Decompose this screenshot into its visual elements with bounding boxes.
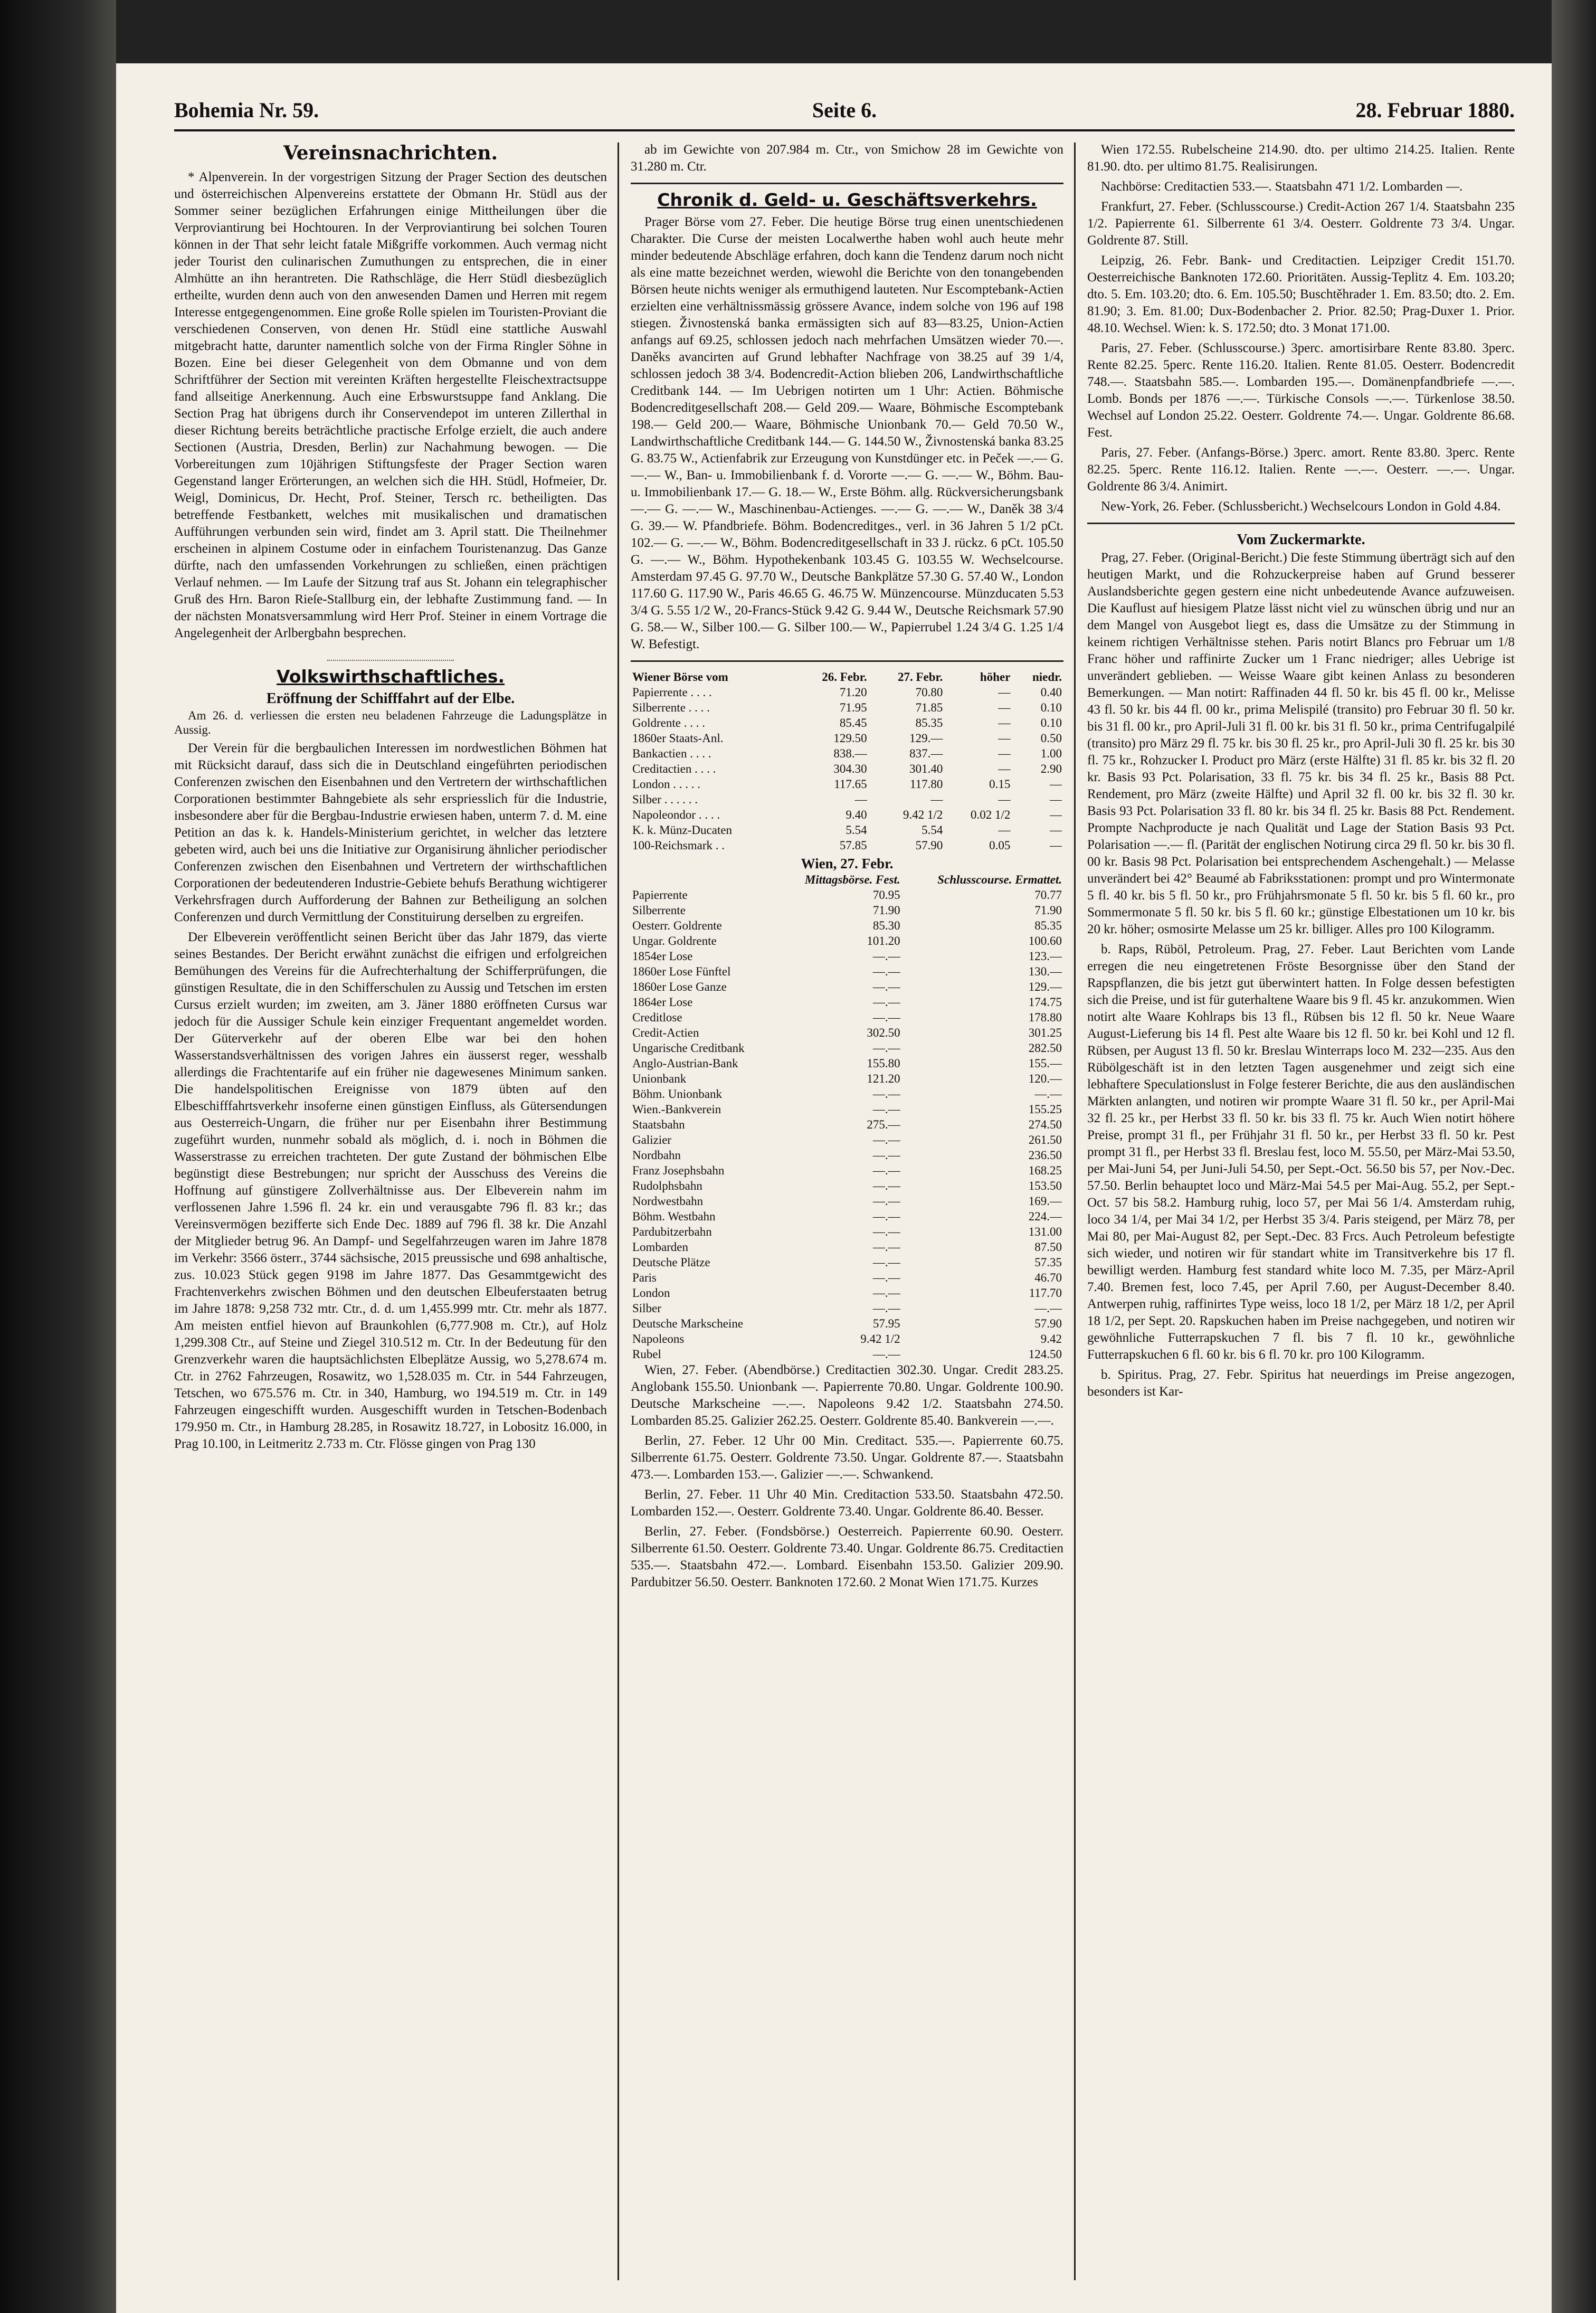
- quote-value: 85.45: [839, 716, 867, 729]
- quote-value: 85.30: [872, 919, 900, 932]
- table-row: [631, 1209, 1063, 1224]
- elbe-heading: Eröffnung der Schifffahrt auf der Elbe.: [266, 690, 515, 707]
- security-name: Lombarden: [632, 1240, 689, 1254]
- berlin-report-2: Berlin, 27. Feber. 11 Uhr 40 Min. Creditaction 533.50. Staatsbahn 472.50. Lombarden 152.—. Oesterr. Goldrente 73.40. Ungar. Goldrente 86.40. Besser.: [631, 1487, 1063, 1519]
- quote-value: —.—: [872, 950, 900, 963]
- table-row: [631, 918, 1063, 933]
- quote-value: —: [998, 747, 1011, 760]
- header-page-number: Seite 6.: [812, 98, 877, 122]
- table-row: [631, 949, 1063, 964]
- quote-value: 117.80: [909, 778, 943, 791]
- security-name: Bankactien . . . .: [632, 747, 711, 760]
- paris-report: Paris, 27. Feber. (Anfangs-Börse.) 3perc. amort. Rente 83.80. 3perc. Rente 82.25. 5perc. Rente 116.12. Italien. Rente —.—. Oesterr. —.—. Ungar. Goldrente 86 3/4. Animirt.: [1087, 445, 1515, 494]
- quote-value: 57.90: [1034, 1317, 1062, 1330]
- elbeverein-article: Der Elbeverein veröffentlicht seinen Bericht über das Jahr 1879, das vierte seines Bestandes. Der Bericht erwähnt zunächst die eifrigen und erfolgreichen Bemühungen des Vereins für die Aufrechterhaltung der Schifferprüfungen, die günstigen Resultate, die in den Schifferschulen zu Aussig und Tetschen im ersten Cursus erzielt wurden; im zweiten, am 3. Jäner 1880 eröffneten Cursus war jedoch für die Aussiger Schule kein einziger Frequentant angemeldet worden. Der Güterverkehr auf der oberen Elbe war bei den hohen Wasserstandsverhältnissen des vorigen Jahres ein äusserst reger, wesshalb allerdings die Frachtentarife auf ein früher nie dagewesenes Minimum sanken. Die handelspolitischen Ereignisse von 1879 übten auf den Elbeschifffahrtsverkehr insoferne einen günstigen Einfluss, als Gütersendungen aus Oesterreich-Ungarn, die früher nur per Eisenbahn ihrer Bestimmung zugeführt wurden, nunmehr sobald als möglich, d. i. noch in Böhmen die Wasserstrasse zu erreichen trachteten. Der gute Zustand der böhmischen Elbe begünstigt diese Bestrebungen; nur spricht der Ausschuss des Vereins die Hoffnung auf günstigere Zollverhältnisse aus. Der Elbeverein nahm im verflossenen Jahre 1.596 fl. 24 kr. ein und verausgabte 796 fl. 83 kr.; das Vereinsvermögen bezifferte sich Ende Dec. 1889 auf 796 fl. 38 kr. Die Anzahl der Mitglieder betrug 96. An Dampf- und Segelfahrzeugen waren im Jahre 1878 im Verkehr: 3566 österr., 3744 sächsische, 2015 preussische und 698 anhaltische, zus. 10.023 Stück gegen 9198 im Jahre 1877. Das Gesammtgewicht des Frachtenverkehrs zwischen Böhmen und den deutschen Elbeuferstaaten betrug im Jahre 1878: 9,258 732 mtr. Ctr., d. d. um 1,455.999 mtr. Ctr. mehr als 1877. Am meisten entfiel hievon auf Braunkohlen (6,777.908 m. Ctr.), auf Holz 1,299.308 Ctr., auf Steine und Ziegel 310.512 m. Ctr. In der Bedeutung für den Grenzverkehr waren die hauptsächlichsten Elbeplätze Aussig, wo 5,278.674 m. Ctr. in 2762 Fahrzeugen, Rosawitz, wo 1,528.035 m. Ctr. in 544 Fahrzeugen, Tetschen, wo 675.576 m. Ctr. in 340, Hamburg, wo 194.519 m. Ctr. in 149 Fahrzeugen eingeschifft wurden. Ausgeschifft wurden in Tetschen-Bodenbach 179.950 m. Ctr., in Hamburg 28.285, in Rosawitz 18.727, in Lobositz 16.000, in Prag 10.100, in Leitmeritz 2.733 m. Ctr. Flösse gingen von Prag 130: [174, 930, 607, 1451]
- quote-value: —.—: [872, 1256, 900, 1269]
- quote-value: —.—: [872, 1210, 900, 1223]
- quote-value: 837.—: [909, 747, 943, 760]
- quote-value: —: [998, 823, 1011, 837]
- quote-value: 70.80: [915, 686, 943, 699]
- market-report: Nachbörse: Creditactien 533.—. Staatsbahn 471 1/2. Lombarden —.: [1101, 179, 1463, 194]
- security-name: Staatsbahn: [632, 1118, 685, 1131]
- quote-value: —: [998, 762, 1011, 775]
- security-name: 100-Reichsmark . .: [632, 839, 725, 852]
- quote-value: 120.—: [1028, 1072, 1062, 1085]
- security-name: 1854er Lose: [632, 950, 693, 963]
- quote-value: —.—: [872, 1087, 900, 1101]
- security-name: Ungarische Creditbank: [632, 1041, 745, 1055]
- column-header: niedr.: [1032, 670, 1062, 684]
- table-row: [631, 1224, 1063, 1239]
- table-row: [631, 1163, 1063, 1178]
- newyork-report: New-York, 26. Feber. (Schlussbericht.) Wechselcours London in Gold 4.84.: [1101, 499, 1501, 514]
- column-divider: [618, 143, 619, 2280]
- table-header-row: [631, 669, 1063, 685]
- column-3: [1087, 141, 1515, 2284]
- quote-value: 57.35: [1034, 1256, 1062, 1269]
- security-name: Credit-Actien: [632, 1026, 699, 1039]
- quote-value: 71.90: [1034, 904, 1062, 917]
- wien-heading: Wien, 27. Febr.: [801, 856, 894, 871]
- quote-value: 57.85: [839, 839, 867, 852]
- security-name: Napoleons: [632, 1332, 685, 1345]
- table-row: [631, 964, 1063, 979]
- table-row: [631, 1255, 1063, 1270]
- quote-value: 71.95: [839, 701, 867, 714]
- quote-value: —.—: [1034, 1302, 1062, 1315]
- table-row: [631, 979, 1063, 994]
- table-row: [631, 761, 1063, 776]
- quote-value: 168.25: [1028, 1164, 1062, 1177]
- quote-value: —: [1050, 808, 1062, 821]
- quote-value: 71.90: [872, 904, 900, 917]
- quote-value: —.—: [872, 1133, 900, 1146]
- table-row: [631, 1117, 1063, 1132]
- quote-value: 0.02 1/2: [971, 808, 1011, 821]
- quote-value: —.—: [1034, 1087, 1062, 1101]
- quote-value: 129.—: [1028, 980, 1062, 993]
- quote-value: —: [998, 701, 1011, 714]
- security-name: 1860er Lose Fünftel: [632, 965, 731, 978]
- quote-value: —: [998, 686, 1011, 699]
- security-name: Paris: [632, 1271, 657, 1284]
- quote-value: —: [1050, 823, 1062, 837]
- quote-value: 129.50: [833, 732, 867, 745]
- newspaper-page: [116, 63, 1552, 2313]
- table-row: [631, 1316, 1063, 1331]
- quote-value: 101.20: [867, 934, 900, 947]
- table-row: [631, 1270, 1063, 1285]
- column-header: 26. Febr.: [822, 670, 867, 684]
- divider: [1087, 523, 1515, 524]
- table-row: [631, 822, 1063, 838]
- chronik-heading: Chronik d. Geld- u. Geschäftsverkehrs.: [657, 189, 1037, 210]
- table-header-row: [631, 872, 1063, 887]
- frankfurt-report: Frankfurt, 27. Feber. (Schlusscourse.) Credit-Action 267 1/4. Staatsbahn 235 1/2. Papierrente 61. Silberrente 61 3/4. Oesterr. Goldrente 73 3/4. Ungar. Goldrente 87. Still.: [1087, 200, 1515, 248]
- security-name: Creditlose: [632, 1011, 682, 1024]
- quote-value: 85.35: [915, 716, 943, 729]
- security-name: Rubel: [632, 1348, 661, 1361]
- column-header: Schlusscourse. Ermattet.: [937, 873, 1062, 886]
- table-row: [631, 1331, 1063, 1347]
- security-name: 1860er Staats-Anl.: [632, 732, 724, 745]
- quote-value: 117.65: [834, 778, 867, 791]
- quote-value: —.—: [872, 965, 900, 978]
- quote-value: 261.50: [1028, 1133, 1062, 1146]
- security-name: Pardubitzerbahn: [632, 1225, 712, 1238]
- table-row: [631, 838, 1063, 853]
- quote-value: —.—: [872, 1041, 900, 1055]
- quote-value: 2.90: [1040, 762, 1062, 775]
- quote-value: —.—: [872, 1286, 900, 1300]
- quote-value: 178.80: [1028, 1011, 1062, 1024]
- quote-value: 0.05: [989, 839, 1011, 852]
- raps-article: b. Raps, Rüböl, Petroleum. Prag, 27. Feber. Laut Berichten vom Lande erregen die neu eingetretenen Fröste Besorgnisse über den Stand der Rapspflanzen, die bis jetzt gut überwintert hatten. In Folge dessen befestigten sich die Preise, und ist für guterhaltene Waare bis 9 fl. 45 kr. anzukommen. Wien notirt alte Waare Kohlraps bis 13 fl., Rübsen bis 12 fl. 50 kr. Neue Waare August-Lieferung bis 14 fl. Pest alte Waare bis 12 fl. 50 kr. bei Kohl und 12 fl. Rübsen, per August 13 fl. 50 kr. Breslau Winterraps loco M. 232—235. Aus den Rübölgeschäft ist in den letzten Tagen ausgenehmer und zeigt sich eine lebhaftere Speculationslust in Folge festerer Berichte, die aus den ausländischen Märkten anlangten, und notiren wir prompte Waare 31 fl. 50 kr., per April-Mai 32 fl. 25 kr., per Herbst 33 fl. 50 kr. bis 33 fl. 75 kr. Auch Wien notirt höhere Preise, prompt 31 fl., per Frühjahr 31 fl. 50 kr., per Herbst 33 fl. 50 kr. Pest prompt 31 fl., per Herbst 33 fl. Breslau fest, loco M. 55.50, per März-Mai 53.50, per Mai-Juni 54, per Juni-Juli 54.50, per Sept.-Oct. 56.50 bis 57, per Nov.-Dec. 57.50. Berlin behauptet loco und März-Mai 54.5 per Mai-Aug. 55.2, per Sept.-Oct. 57 bis 58.2. Hamburg ruhig, loco 57, per Mai 56 1/4. Amsterdam ruhig, loco 34 1/4, per Mai 34 1/2, per Herbst 35 3/4. Paris steigend, per März 78, per Mai 80, per Mai-August 82, per Sept.-Dec. 83 Frcs. Auch Petroleum befestigte sich wieder, und notiren wir für standart white im Transitverkehre bis 17 fl. bewilligt werden. Hamburg fest standard white loco M. 7.35, per März-April 7.40. Bremen fest, loco 7.45, per April 7.60, per August-December 8.40. Antwerpen ruhig, raffinirtes Type weiss, loco 18 1/2, per März 18 1/2, per April 18 1/2, per Sept. 20. Rapskuchen haben im Preise nachgegeben, und notiren wir gewöhnliche Futterrapskuchen 7 fl. bis 7 fl. 10 kr., gewöhnliche Futterrapskuchen 6 fl. 60 kr. bis 6 fl. 70 kr. pro 100 Kilogramm.: [1087, 942, 1515, 1362]
- verein-article: Der Verein für die bergbaulichen Interessen im nordwestlichen Böhmen hat mit Rücksicht darauf, dass sich die in Deutschland eingeführten periodischen Conferenzen zwischen den Eisenbahnen und den Vertretern der wirthschaftlichen Corporationen bestimmter Bahngebiete als sehr erspriesslich für die Industrie, insbesondere aber für die Bergbau-Industrie erwiesen haben, unterm 7. d. M. eine Petition an das k. k. Handels-Ministerium gerichtet, in welcher das letztere gebeten wird, auch bei uns die Initiative zur Organisirung ähnlicher periodischer Conferenzen zwischen den Eisenbahnen und Vertretern der wirthschaftlichen Corporationen der bedeutenderen Industrie-Gebiete behufs Berathung wichtigerer Verkehrsfragen durch Aufforderung der Bahnen zur Betheiligung an solchen Conferenzen und durch Vermittlung der Constituirung derselben zu ergreifen.: [174, 741, 607, 924]
- security-name: Anglo-Austrian-Bank: [632, 1057, 738, 1070]
- security-name: Oesterr. Goldrente: [632, 919, 722, 932]
- security-name: Rudolphsbahn: [632, 1179, 702, 1192]
- column-header: [631, 872, 777, 887]
- table-row: [631, 1178, 1063, 1193]
- table-row: [631, 1347, 1063, 1362]
- table-row: [631, 1025, 1063, 1040]
- divider: [631, 183, 1063, 184]
- table-row: [631, 1010, 1063, 1025]
- quote-value: 46.70: [1034, 1271, 1062, 1284]
- table-row: [631, 792, 1063, 807]
- column-1: [174, 141, 607, 2284]
- security-name: Goldrente . . . .: [632, 716, 705, 729]
- quote-value: —: [998, 732, 1011, 745]
- wiener-boerse-table: [631, 669, 1063, 853]
- security-name: 1864er Lose: [632, 996, 693, 1009]
- security-name: Silber: [632, 1302, 661, 1315]
- quote-value: 9.40: [846, 808, 867, 821]
- quote-value: 57.90: [915, 839, 943, 852]
- quote-value: 117.70: [1029, 1286, 1062, 1300]
- security-name: Galizier: [632, 1133, 672, 1146]
- security-name: Wien.-Bankverein: [632, 1103, 721, 1116]
- column-header: 27. Febr.: [897, 670, 943, 684]
- quote-value: —.—: [872, 1164, 900, 1177]
- security-name: Böhm. Unionbank: [632, 1087, 722, 1101]
- paris-report: Paris, 27. Feber. (Schlusscourse.) 3perc. amortisirbare Rente 83.80. 3perc. Rente 82.25. 5perc. Rente 116.20. Italien. Rente 81.05. Oesterr. Bodencredit 748.—. Staatsbahn 585.—. Lombarden 195.—. Domänenpfandbriefe —.—. Lomb. Bonds per 1876 —.—. Türkische Consols —.—. Türkenlose 38.50. Wechsel auf London 25.22. Oesterr. Goldrente 74.—. Ungar. Goldrente 86.68. Fest.: [1087, 341, 1515, 440]
- quote-value: —: [930, 793, 943, 806]
- quote-value: 5.54: [922, 823, 943, 837]
- security-name: Silberrente: [632, 904, 686, 917]
- zucker-heading: Vom Zuckermarkte.: [1237, 532, 1365, 548]
- table-row: [631, 1148, 1063, 1163]
- quote-value: —: [1050, 778, 1062, 791]
- quote-value: 153.50: [1028, 1179, 1062, 1192]
- security-name: Franz Josephsbahn: [632, 1164, 725, 1177]
- security-name: Papierrente: [632, 888, 688, 902]
- quote-value: 0.10: [1040, 701, 1062, 714]
- quote-value: 121.20: [867, 1072, 900, 1085]
- leipzig-report: Leipzig, 26. Febr. Bank- und Creditactien. Leipziger Credit 151.70. Oesterreichische Banknoten 172.60. Prioritäten. Aussig-Teplitz 4. Em. 103.20; dto. 5. Em. 103.20; dto. 6. Em. 105.50; Buschtěhrader 1. Em. 83.50; dto. 2. Em. 81.90; 3. Em. 81.00; Dux-Bodenbacher 2. Prior. 82.50; Prag-Duxer 1. Prior. 48.10. Wechsel. Wien: k. S. 172.50; dto. 3 Monat 171.00.: [1087, 253, 1515, 335]
- security-name: Böhm. Westbahn: [632, 1210, 716, 1223]
- quote-value: 129.—: [909, 732, 943, 745]
- quote-value: —.—: [872, 1179, 900, 1192]
- table-row: [631, 1056, 1063, 1071]
- table-row: [631, 1071, 1063, 1086]
- volks-heading: Volkswirthschaftliches.: [277, 666, 505, 687]
- spiritus-article: b. Spiritus. Prag, 27. Febr. Spiritus hat neuerdings im Preise angezogen, besonders ist Kar-: [1087, 1368, 1515, 1399]
- quote-value: 302.50: [867, 1026, 900, 1039]
- elbe-lead: Am 26. d. verliessen die ersten neu beladenen Fahrzeuge die Ladungsplätze in Aussig.: [174, 709, 607, 736]
- table-row: [631, 1132, 1063, 1148]
- quote-value: 155.—: [1028, 1057, 1062, 1070]
- quote-value: 9.42 1/2: [860, 1332, 900, 1345]
- quote-value: —.—: [872, 1195, 900, 1208]
- section-ornament: [327, 649, 454, 661]
- quote-value: —.—: [872, 1011, 900, 1024]
- quote-value: —: [1050, 839, 1062, 852]
- quote-value: —: [998, 716, 1011, 729]
- table-row: [631, 1086, 1063, 1102]
- security-name: Unionbank: [632, 1072, 687, 1085]
- book-spine: [0, 0, 116, 2313]
- security-name: Deutsche Markscheine: [632, 1317, 744, 1330]
- security-name: Ungar. Goldrente: [632, 934, 717, 947]
- security-name: 1860er Lose Ganze: [632, 980, 727, 993]
- quote-value: 155.25: [1028, 1103, 1062, 1116]
- quote-value: —.—: [872, 980, 900, 993]
- table-row: [631, 1040, 1063, 1056]
- vereins-heading: Vereinsnachrichten.: [283, 142, 498, 164]
- scan-top-edge: [116, 0, 1596, 63]
- security-name: Napoleondor . . . .: [632, 808, 720, 821]
- column-header: Wiener Börse vom: [632, 670, 728, 684]
- quote-value: 87.50: [1034, 1240, 1062, 1254]
- quote-value: 282.50: [1028, 1041, 1062, 1055]
- security-name: Nordwestbahn: [632, 1195, 704, 1208]
- quote-value: 100.60: [1028, 934, 1062, 947]
- table-row: [631, 715, 1063, 731]
- quote-value: 174.75: [1028, 996, 1062, 1009]
- table-row: [631, 807, 1063, 822]
- berlin-report-3: Berlin, 27. Feber. (Fondsbörse.) Oesterreich. Papierrente 60.90. Oesterr. Silberrente 61.50. Oesterr. Goldrente 73.40. Ungar. Goldrente 86.75. Creditactien 535.—. Staatsbahn 472.—. Lombard. Eisenbahn 153.50. Galizier 209.90. Pardubitzer 56.50. Oesterr. Banknoten 172.60. 2 Monat Wien 171.75. Kurzes: [631, 1524, 1063, 1589]
- quote-value: —.—: [872, 1302, 900, 1315]
- table-row: [631, 731, 1063, 746]
- table-row: [631, 933, 1063, 949]
- table-row: [631, 994, 1063, 1010]
- table-row: [631, 1102, 1063, 1117]
- security-name: Nordbahn: [632, 1149, 681, 1162]
- security-name: London . . . . .: [632, 778, 701, 791]
- quote-value: 70.95: [872, 888, 900, 902]
- quote-value: 57.95: [872, 1317, 900, 1330]
- table-row: [631, 903, 1063, 918]
- scan-right-edge: [1552, 0, 1596, 2313]
- security-name: London: [632, 1286, 670, 1300]
- quote-value: —.—: [872, 996, 900, 1009]
- quote-value: 301.40: [909, 762, 943, 775]
- quote-value: 70.77: [1034, 888, 1062, 902]
- quote-value: —.—: [872, 1149, 900, 1162]
- header-issue: Bohemia Nr. 59.: [174, 98, 319, 122]
- quote-value: 0.40: [1040, 686, 1062, 699]
- quote-value: 301.25: [1028, 1026, 1062, 1039]
- quote-value: —.—: [872, 1225, 900, 1238]
- security-name: Creditactien . . . .: [632, 762, 716, 775]
- security-name: Silber . . . . . .: [632, 793, 698, 806]
- quote-value: 1.00: [1040, 747, 1062, 760]
- quote-value: 169.—: [1028, 1195, 1062, 1208]
- quote-value: 155.80: [867, 1057, 900, 1070]
- security-name: K. k. Münz-Ducaten: [632, 823, 733, 837]
- zucker-article: Prag, 27. Feber. (Original-Bericht.) Die feste Stimmung überträgt sich auf den heutigen Markt, und die Rohzuckerpreise haben auf Grund besserer Auslandsberichte gegen gestern eine nicht unbedeutende Avance aufzuweisen. Die Kauflust auf hiesigem Platze lässt nicht viel zu wünschen übrig und nur an dem Mangel von Ausgebot liegt es, dass die Umsätze zu der Stimmung in keinem richtigen Verhältnisse stehen. Paris notirt Blancs pro Februar um 1/8 Franc höher und raffinirte Zucker um 1 Franc niedriger; alles Uebrige ist unverändert geblieben. — Weisse Waare gibt keinen Anlass zu besonderen Bemerkungen. — Man notirt: Raffinaden 44 fl. 50 kr. bis 45 fl. 00 kr., Melisse 43 fl. 50 kr. bis 44 fl. 00 kr., prima Melispilé (transito) pro Februar 30 fl. 50 kr. bis 31 fl. 00 kr., pro April-Juli 31 fl. 00 kr. bis 31 fl. 50 kr., prima Centrifugalpilé (transito) pro März 29 fl. 75 kr. bis 30 fl. 25 kr., pro April-Juli 30 fl. 25 kr. bis 30 fl. 75 kr., Rohzucker I. Product pro März (erste Hälfte) 31 fl. 85 kr. bis 32 fl. 20 kr. Basis 93 Pct. Polarisation, 33 fl. 75 kr. bis 34 fl. 25 kr., Basis 88 Pct. Rendement, pro März (zweite Hälfte) und April 32 fl. 00 kr. bis 32 fl. 30 kr. Basis 93 Pct. Polarisation 33 fl. 80 kr. bis 34 fl. 25 kr. Basis 88 Pct. Rendement. Prompte Nachproducte je nach Qualität und Lage der Station Basis 93 Pct. Polarisation —.— fl. (Parität der englischen Notirung circa 29 fl. 50 kr. bis 30 fl. 00 kr. Basis 98 Pct. Polarisation bei entsprechendem Aschengehalt.) — Melasse unverändert bei 42° Beaumé ab Fabriksstationen: prompt und pro Wintermonate 5 fl. 40 kr. bis 5 fl. 50 kr., pro Frühjahrsmonate 5 fl. 50 kr. bis 5 fl. 60 kr., pro Sommermonate 5 fl. 50 kr. bis 5 fl. 60 kr.; günstige Elbestationen um 10 kr. bis 20 kr. höher; osmosirte Melasse um 25 kr. billiger. Alles pro 100 Kilogramm.: [1087, 551, 1515, 936]
- quote-value: 0.50: [1040, 732, 1062, 745]
- quote-value: —.—: [872, 1271, 900, 1284]
- table-row: [631, 746, 1063, 761]
- table-row: [631, 700, 1063, 715]
- table-row: [631, 1239, 1063, 1255]
- quote-value: —.—: [872, 1348, 900, 1361]
- quote-value: 123.—: [1028, 950, 1062, 963]
- market-report: Wien 172.55. Rubelscheine 214.90. dto. per ultimo 214.25. Italien. Rente 81.90. dto. per ultimo 81.75. Realisirungen.: [1087, 143, 1515, 174]
- page-header: [174, 98, 1515, 131]
- quote-value: —.—: [872, 1240, 900, 1254]
- quote-value: 274.50: [1028, 1118, 1062, 1131]
- column-divider: [1074, 143, 1076, 2280]
- quote-value: 0.10: [1040, 716, 1062, 729]
- table-row: [631, 1193, 1063, 1209]
- quote-value: 0.15: [989, 778, 1011, 791]
- quote-value: 224.—: [1028, 1210, 1062, 1223]
- table-row: [631, 1285, 1063, 1301]
- divider: [631, 660, 1063, 662]
- quote-value: 9.42: [1040, 1332, 1062, 1345]
- security-name: Papierrente . . . .: [632, 686, 712, 699]
- table-row: [631, 685, 1063, 700]
- wien-abendboerse: Wien, 27. Feber. (Abendbörse.) Creditactien 302.30. Ungar. Credit 283.25. Anglobank 155.50. Unionbank —. Papierrente 70.80. Ungar. Goldrente 100.90. Deutsche Markscheine —.—. Napoleons 9.42 1/2. Staatsbahn 274.50. Lombarden 85.25. Galizier 262.25. Oesterr. Goldrente 85.40. Bankverein —.—.: [631, 1363, 1063, 1428]
- column-header: höher: [980, 670, 1011, 684]
- quote-value: 9.42 1/2: [903, 808, 943, 821]
- quote-value: —: [998, 793, 1011, 806]
- quote-value: 124.50: [1028, 1348, 1062, 1361]
- table-row: [631, 887, 1063, 903]
- table-row: [631, 776, 1063, 792]
- quote-value: 236.50: [1028, 1149, 1062, 1162]
- quote-value: 85.35: [1034, 919, 1062, 932]
- prager-boerse-article: Prager Börse vom 27. Feber. Die heutige Börse trug einen unentschiedenen Charakter. Die Curse der meisten Localwerthe haben wohl auch heute mehr minder bedeutende Abschläge erfahren, doch kann die Tendenz darum noch nicht als eine matte bezeichnet werden, wiewohl die Berichte von den tonangebenden Börsen heute nichts weniger als ermuthigend lauteten. Nur Escomptebank-Actien erzielten eine verhältnissmässig grössere Avance, indem solche von 196 auf 198 stiegen. Živnostenská banka ermässigten sich auf 83—83.25, Union-Actien anfangs auf 69.25, schlossen jedoch nach mehrfachen Umsätzen wieder 70.—. Daněks avancirten auf Grund lebhafter Nachfrage von 38.25 auf 39 1/4, schlossen jedoch 38 3/4. Bodencredit-Action blieben 206, Landwirthschaftliche Creditbank 144. — Im Uebrigen notirten um 1 Uhr: Actien. Böhmische Bodencreditgesellschaft 208.— Geld 209.— Waare, Böhmische Escomptebank 198.— Geld 200.— Waare, Böhmische Unionbank 70.— Geld 70.50 W., Landwirthschaftliche Creditbank 144.— G. 144.50 W., Živnostenská banka 83.25 G. 83.75 W., Actienfabrik zur Erzeugung von Kunstdünger etc. in Peček —.— G. —.— W., Ban- u. Immobilienbank f. d. Vororte —.— G. —.— W., Böhm. Bau- u. Immobilienbank 17.— G. 18.— W., Erste Böhm. allg. Rückversicherungsbank —.— G. —.— W., Maschinenbau-Actienges. —.— G. —.— W., Daněk 38 3/4 G. 39.— W. Pfandbriefe. Böhm. Bodencreditges., verl. in 36 Jahren 5 1/2 pCt. 102.— G. —.— W., Böhm. Bodencreditgesellschaft in 33 J. rückz. 6 pCt. 105.50 G. —.— W., Böhm. Hypothekenbank 103.45 G. 103.55 W. Wechselcourse. Amsterdam 97.45 G. 97.70 W., Deutsche Bankplätze 57.30 G. 57.40 W., London 117.60 G. 117.90 W., Paris 46.65 G. 46.75 W. Münzencourse. Münzducaten 5.53 3/4 G. 5.55 1/2 W., 20-Francs-Stück 9.42 G. 9.44 W., Deutsche Reichsmark 57.90 G. 58.— W., Silber 100.— G. Silber 100.— W., Papierrubel 1.24 3/4 G. 1.25 1/4 W. Befestigt.: [631, 215, 1063, 651]
- carryover-text: ab im Gewichte von 207.984 m. Ctr., von Smichow 28 im Gewichte von 31.280 m. Ctr.: [631, 143, 1063, 174]
- quote-value: 838.—: [833, 747, 867, 760]
- column-header: Mittagsbörse. Fest.: [804, 873, 900, 886]
- table-row: [631, 1301, 1063, 1316]
- quote-value: 131.00: [1028, 1225, 1062, 1238]
- quote-value: 275.—: [867, 1118, 900, 1131]
- vereins-article: * Alpenverein. In der vorgestrigen Sitzung der Prager Section des deutschen und österreichischen Alpenvereins erstattete der Obmann Hr. Stüdl aus der Sommer seiner bezüglichen Erfahrungen einige Mittheilungen über die Verproviantirung bei Hochtouren. In der Verproviantirung bei solchen Touren können in der That sehr leicht fatale Mißgriffe vorkommen. Auch vermag nicht jeder Tourist den culinarischen Zumuthungen zu entsprechen, die in einer Almhütte an ihn herantreten. Die Rathschläge, die Herr Stüdl diesbezüglich ertheilte, wurden denn auch von den anwesenden Damen und Herren mit regem Interesse entgegengenommen. Eine große Rolle spielen im Touristen-Proviant die verschiedenen Conserven, von denen Hr. Stüdl eine stattliche Auswahl mitgebracht hatte, darunter namentlich solche von der Firma Ringler Söhne in Bozen. Eine bei dieser Gelegenheit von dem Obmanne und von dem Schriftführer der Section mit vereinten Kräften hergestellte Fleischextractsuppe fand allseitige Anerkennung. Auch eine Erbswurstsuppe fand Anklang. Die Section Prag hat übrigens durch ihr Conservendepot im unteren Zillerthal in dieser Richtung bereits beträchtliche practische Erfolge erzielt, die auch andere Sectionen (Austria, Dresden, Berlin) zur Nachahmung bewogen. — Die Vorbereitungen zum 10jährigen Stiftungsfeste der Prager Section waren Gegenstand langer Erörterungen, an welchen sich die HH. Stüdl, Hofmeier, Dr. Weigl, Dominicus, Dr. Hecht, Prof. Steiner, Tersch rc. betheiligten. Das betreffende Festbankett, welches mit musikalischen und dramatischen Aufführungen verbunden sein wird, findet am 3. April statt. Die Theilnehmer erscheinen in alpinem Costume oder in einfachem Touristenanzug. Das Ganze dürfte, nach den umfassenden Vorkehrungen zu schließen, einen prächtigen Verlauf nehmen. — Im Laufe der Sitzung traf aus St. Johann ein telegraphischer Gruß des Hrn. Baron Rieſe-Stallburg ein, der lebhafte Zustimmung fand. — In der nächsten Monatsversammlung wird Herr Prof. Steiner in einem Vortrage die Angelegenheit der Arlbergbahn besprechen.: [174, 170, 607, 640]
- security-name: Deutsche Plätze: [632, 1256, 710, 1269]
- quote-value: 71.85: [915, 701, 943, 714]
- column-2: [631, 141, 1063, 2284]
- security-name: Silberrente . . . .: [632, 701, 710, 714]
- quote-value: 5.54: [846, 823, 867, 837]
- header-date: 28. Februar 1880.: [1355, 98, 1515, 122]
- quote-value: —: [854, 793, 867, 806]
- quote-value: 130.—: [1028, 965, 1062, 978]
- quote-value: —: [1050, 793, 1062, 806]
- berlin-report-1: Berlin, 27. Feber. 12 Uhr 00 Min. Creditact. 535.—. Papierrente 60.75. Silberrente 61.75. Oesterr. Goldrente 73.50. Ungar. Goldrente 87.—. Staatsbahn 473.—. Lombarden 153.—. Galizier —.—. Schwankend.: [631, 1434, 1063, 1482]
- wien-course-table: [631, 872, 1063, 1362]
- quote-value: 71.20: [839, 686, 867, 699]
- quote-value: 304.30: [833, 762, 867, 775]
- quote-value: —.—: [872, 1103, 900, 1116]
